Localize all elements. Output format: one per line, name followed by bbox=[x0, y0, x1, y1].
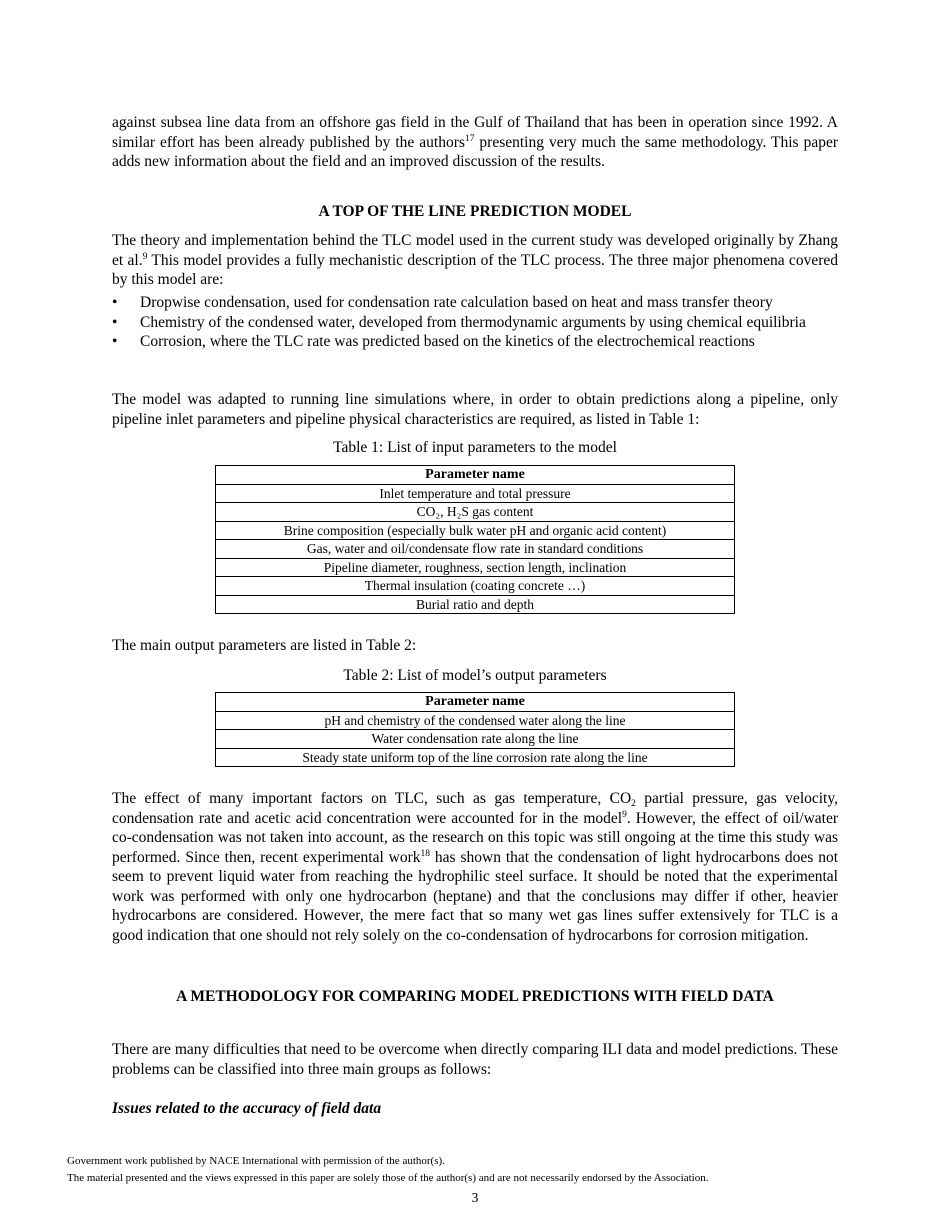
reference-9: 9 bbox=[622, 809, 627, 820]
reference-9: 9 bbox=[142, 251, 148, 262]
effect-text-d: has shown that the condensation of light hydrocarbons does not seem to prevent liquid water from reaching the hydrophilic steel surface. It should be noted that the experimental work was performed with only one hydrocarbon (heptane) and that the conclusions may differ if other, heavier hydrocarbons are considered. However, the mere fact that so many wet gas lines suffer extensively for TLC is a good indication that one should not rely solely on the co-condensation of hydrocarbons for corrosion mitigation. bbox=[112, 848, 839, 944]
output-intro-text: The main output parameters are listed in Table 2: bbox=[112, 637, 417, 654]
model-text-b: This model provides a fully mechanistic description of the TLC process. The three major phenomena covered by this model are: bbox=[112, 251, 838, 288]
table-cell: Thermal insulation (coating concrete …) bbox=[216, 577, 735, 596]
list-item bbox=[112, 313, 838, 333]
intro-text-a: against subsea line data from an offshore gas field in the Gulf of Thailand that has been in operation since 1992. A similar effort has been already published by the authors bbox=[112, 114, 838, 151]
table-cell: pH and chemistry of the condensed water along the line bbox=[216, 711, 735, 730]
table-row bbox=[216, 711, 735, 730]
table-header-cell: Parameter name bbox=[216, 693, 735, 712]
table-header-row bbox=[216, 466, 735, 485]
effect-factors-paragraph bbox=[112, 789, 838, 945]
page-number: 3 bbox=[471, 1190, 479, 1205]
table-row bbox=[216, 577, 735, 596]
section-heading-tlc-model: A TOP OF THE LINE PREDICTION MODEL bbox=[318, 203, 632, 220]
list-item bbox=[112, 332, 838, 352]
phenomena-list bbox=[112, 293, 838, 352]
co2-subscript: 2 bbox=[631, 799, 636, 809]
subheading-field-data-accuracy: Issues related to the accuracy of field data bbox=[112, 1100, 382, 1117]
intro-paragraph bbox=[112, 113, 838, 172]
reference-18: 18 bbox=[420, 848, 431, 859]
bullet-icon: • bbox=[112, 313, 118, 331]
table-row bbox=[216, 521, 735, 540]
table1-caption: Table 1: List of input parameters to the model bbox=[333, 439, 617, 456]
table-header-cell: Parameter name bbox=[216, 466, 735, 485]
list-item bbox=[112, 293, 838, 313]
difficulties-paragraph: There are many difficulties that need to be overcome when directly comparing ILI data and model predictions. These problems can be classified into three main groups as follows: bbox=[112, 1041, 838, 1078]
table-cell: Brine composition (especially bulk water pH and organic acid content) bbox=[216, 521, 735, 540]
table1-input-parameters bbox=[215, 465, 735, 614]
table2-output-parameters bbox=[215, 692, 735, 767]
footer-permission-note: Government work published by NACE International with permission of the author(s). bbox=[67, 1155, 445, 1167]
table-header-row bbox=[216, 693, 735, 712]
effect-text-c: . However, the effect of oil/water co-condensation was not taken into account, as the research on this topic was still ongoing at the time this study was performed. Since then, recent experimental work bbox=[112, 809, 839, 866]
footer-disclaimer: The material presented and the views expressed in this paper are solely those of the author(s) and are not necessarily endorsed by the Association. bbox=[67, 1172, 709, 1184]
table-row bbox=[216, 595, 735, 614]
table-row bbox=[216, 540, 735, 559]
bullet-text: Dropwise condensation, used for condensation rate calculation based on heat and mass transfer theory bbox=[140, 294, 773, 311]
bullet-text: Corrosion, where the TLC rate was predicted based on the kinetics of the electrochemical reactions bbox=[140, 333, 755, 350]
reference-17: 17 bbox=[464, 133, 475, 144]
effect-text-b: partial pressure, gas velocity, condensation rate and acetic acid concentration were accounted for in the model bbox=[112, 790, 838, 827]
table-cell: Pipeline diameter, roughness, section length, inclination bbox=[216, 558, 735, 577]
bullet-icon: • bbox=[112, 294, 118, 311]
table-cell: Burial ratio and depth bbox=[216, 595, 735, 614]
bullet-text: Chemistry of the condensed water, developed from thermodynamic arguments by using chemical equilibria bbox=[140, 313, 806, 331]
table2-caption: Table 2: List of model’s output parameters bbox=[343, 667, 607, 684]
section-heading-methodology: A METHODOLOGY FOR COMPARING MODEL PREDICTIONS WITH FIELD DATA bbox=[176, 988, 774, 1005]
table-row bbox=[216, 558, 735, 577]
table-cell: Gas, water and oil/condensate flow rate in standard conditions bbox=[216, 540, 735, 559]
model-text-a: The theory and implementation behind the TLC model used in the current study was developed originally by Zhang et al. bbox=[112, 232, 838, 269]
table-cell: Steady state uniform top of the line corrosion rate along the line bbox=[216, 748, 735, 767]
bullet-icon: • bbox=[112, 333, 118, 350]
model-description-paragraph bbox=[112, 231, 838, 290]
intro-text-b: presenting very much the same methodology. This paper adds new information about the field and an improved discussion of the results. bbox=[112, 133, 838, 170]
table-row bbox=[216, 730, 735, 749]
table-cell: Water condensation rate along the line bbox=[216, 730, 735, 749]
table-row bbox=[216, 748, 735, 767]
table-row bbox=[216, 503, 735, 522]
line-simulation-paragraph: The model was adapted to running line simulations where, in order to obtain predictions along a pipeline, only pipeline inlet parameters and pipeline physical characteristics are required, as listed in Table 1: bbox=[112, 391, 838, 428]
effect-text-a: The effect of many important factors on TLC, such as gas temperature, CO bbox=[112, 790, 632, 807]
table-cell: CO₂, H₂S gas content bbox=[216, 503, 735, 522]
table-cell: Inlet temperature and total pressure bbox=[216, 484, 735, 503]
table-row bbox=[216, 484, 735, 503]
